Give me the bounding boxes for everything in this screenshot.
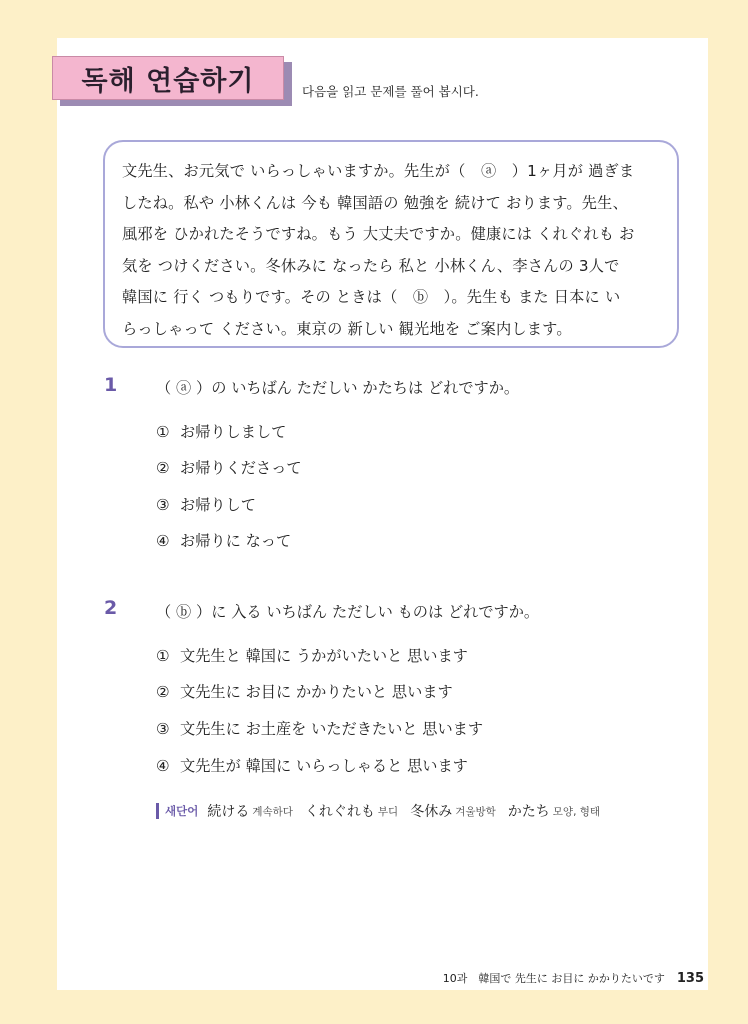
question-2-option-1[interactable] (156, 645, 468, 666)
question-2-text: （ ⓑ ）に 入る いちばん ただしい ものは どれですか。 (156, 603, 540, 621)
page-footer (443, 970, 704, 986)
vocab-label: 새단어 (156, 803, 198, 819)
vocab-meaning: 계속하다 (252, 805, 293, 818)
option-number: ① (156, 423, 170, 441)
question-2-option-2[interactable] (156, 681, 453, 702)
option-text: お帰りくださって (180, 459, 302, 477)
option-text: 文先生が 韓国に いらっしゃると 思います (180, 757, 468, 775)
question-1-text: （ ⓐ ）の いちばん ただしい かたちは どれですか。 (156, 379, 520, 397)
question-2-option-3[interactable] (156, 718, 483, 739)
page-number: 135 (676, 971, 704, 986)
passage-line: 韓国に 行く つもりです。その ときは（ ⓑ ）。先生も また 日本に い (122, 288, 621, 306)
section-title: 독해 연습하기 (81, 65, 255, 97)
option-number: ② (156, 459, 170, 477)
question-1-option-1[interactable] (156, 421, 286, 442)
option-text: お帰りして (180, 496, 256, 514)
option-text: 文先生に お土産を いただきたいと 思います (180, 720, 484, 738)
option-number: ③ (156, 720, 170, 738)
option-number: ③ (156, 496, 170, 514)
passage-line: したね。私や 小林くんは 今も 韓国語の 勉強を 続けて おります。先生、 (122, 193, 628, 212)
passage-line: らっしゃって ください。東京の 新しい 観光地を ご案内します。 (122, 319, 572, 338)
option-text: お帰りに なって (180, 532, 292, 550)
question-1-number: 1 (104, 374, 118, 396)
option-number: ② (156, 683, 170, 701)
vocab-word: 続ける (207, 804, 250, 820)
vocab-word: くれぐれも (304, 804, 375, 820)
instruction-text: 다음을 읽고 문제를 풀어 봅시다. (302, 84, 479, 99)
question-1-option-3[interactable] (156, 494, 256, 515)
vocab-word: かたち (507, 804, 550, 820)
question-2-option-4[interactable] (156, 755, 468, 776)
lesson-title: 10과 韓国で 先生に お目に かかりたいです (442, 972, 665, 985)
vocab-meaning: 부디 (377, 805, 399, 818)
option-number: ④ (156, 532, 170, 550)
option-text: お帰りしまして (180, 423, 287, 441)
section-title-box (52, 56, 284, 100)
vocab-meaning: 겨울방학 (455, 805, 496, 818)
question-2-number: 2 (104, 597, 118, 619)
vocab-meaning: 모양, 형태 (552, 805, 601, 818)
passage-line: 気を つけください。冬休みに なったら 私と 小林くん、李さんの 3人で (122, 256, 620, 275)
option-text: 文先生に お目に かかりたいと 思います (180, 683, 453, 701)
vocab-word: 冬休み (410, 804, 453, 820)
question-1-option-2[interactable] (156, 457, 302, 478)
option-number: ① (156, 647, 170, 665)
option-text: 文先生と 韓国に うかがいたいと 思います (180, 647, 468, 665)
passage-line: 風邪を ひかれたそうですね。もう 大丈夫ですか。健康には くれぐれも お (122, 225, 635, 243)
new-vocabulary (156, 801, 612, 821)
option-number: ④ (156, 757, 170, 775)
question-1-option-4[interactable] (156, 530, 291, 551)
reading-passage-box (103, 140, 679, 348)
passage-line: 文先生、お元気で いらっしゃいますか。先生が（ ⓐ ）1ヶ月が 過ぎま (122, 162, 635, 180)
